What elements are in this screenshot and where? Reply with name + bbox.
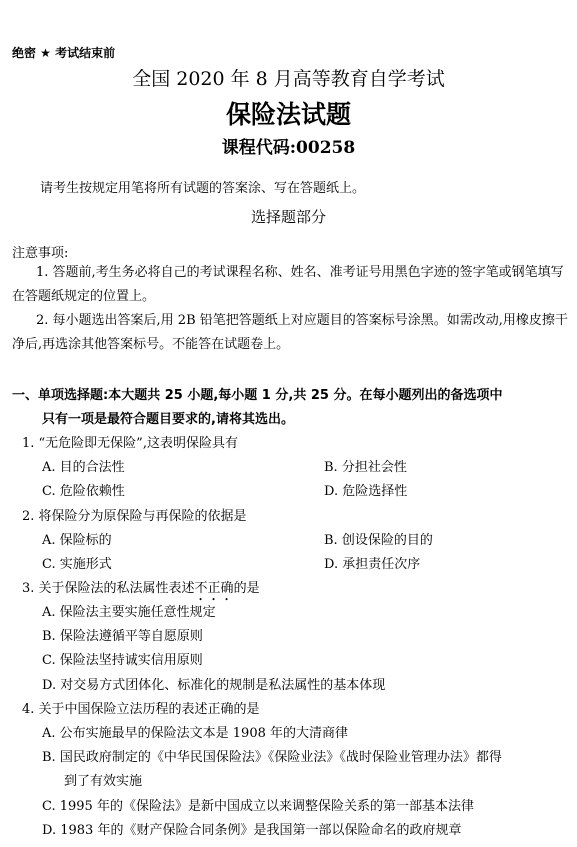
option-continuation: 到了有效实施 (64, 774, 143, 789)
note-item: 2. 每小题选出答案后,用 2B 铅笔把答题纸上对应题目的答案标号涂黑。如需改动,用橡皮擦干净后,再选涂其他答案标号。不能答在试题卷上。 (12, 313, 568, 352)
part-heading-line1: 一、单项选择题:本大题共 25 小题,每小题 1 分,共 25 分。在每小题列出的备选项中 (12, 388, 503, 403)
option: C. 1995 年的《保险法》是新中国成立以来调整保险关系的第一部基本法律 (42, 799, 474, 814)
emphasis-text: 不正确 (194, 581, 234, 596)
option: A. 保险法主要实施任意性规定 (42, 605, 216, 620)
question-stem: 2. 将保险分为原保险与再保险的依据是 (22, 509, 247, 524)
question-stem-text: 的是 (233, 581, 260, 596)
option: D. 承担责任次序 (324, 557, 421, 572)
note-item: 1. 答题前,考生务必将自己的考试课程名称、姓名、准考证号用黑色字迹的签字笔或钢笔填写在答题纸规定的位置上。 (12, 265, 564, 304)
option: C. 危险依赖性 (42, 484, 125, 499)
option: B. 分担社会性 (324, 460, 407, 475)
exam-title: 全国 2020 年 8 月高等教育自学考试 (132, 68, 445, 90)
question-stem (22, 577, 260, 604)
option: D. 对交易方式团体化、标准化的规制是私法属性的基本体现 (42, 678, 386, 693)
question-stem-text: 3. 关于保险法的私法属性表述 (22, 581, 195, 596)
option: B. 创设保险的目的 (324, 533, 433, 548)
confidential-mark: 绝密 ★ 考试结束前 (12, 46, 116, 60)
course-code: 课程代码:00258 (221, 138, 356, 158)
answer-instruction: 请考生按规定用笔将所有试题的答案涂、写在答题纸上。 (40, 181, 366, 196)
option: C. 实施形式 (42, 557, 112, 572)
option: D. 危险选择性 (324, 484, 408, 499)
option: A. 公布实施最早的保险法文本是 1908 年的大清商律 (42, 726, 349, 741)
question-stem: 4. 关于中国保险立法历程的表述正确的是 (22, 702, 260, 717)
option: B. 国民政府制定的《中华民国保险法》《保险业法》《战时保险业管理办法》都得 (42, 750, 502, 765)
option: C. 保险法坚持诚实信用原则 (42, 653, 203, 668)
option: D. 1983 年的《财产保险合同条例》是我国第一部以保险命名的政府规章 (42, 823, 462, 838)
option: A. 目的合法性 (42, 460, 125, 475)
option: B. 保险法遵循平等自愿原则 (42, 629, 203, 644)
notes-heading: 注意事项: (12, 246, 69, 261)
subject-title: 保险法试题 (225, 100, 351, 129)
part-heading-line2: 只有一项是最符合题目要求的,请将其选出。 (42, 412, 294, 427)
question-stem: 1. “无危险即无保险”,这表明保险具有 (22, 436, 238, 451)
section-title: 选择题部分 (250, 208, 326, 226)
option: A. 保险标的 (42, 533, 112, 548)
